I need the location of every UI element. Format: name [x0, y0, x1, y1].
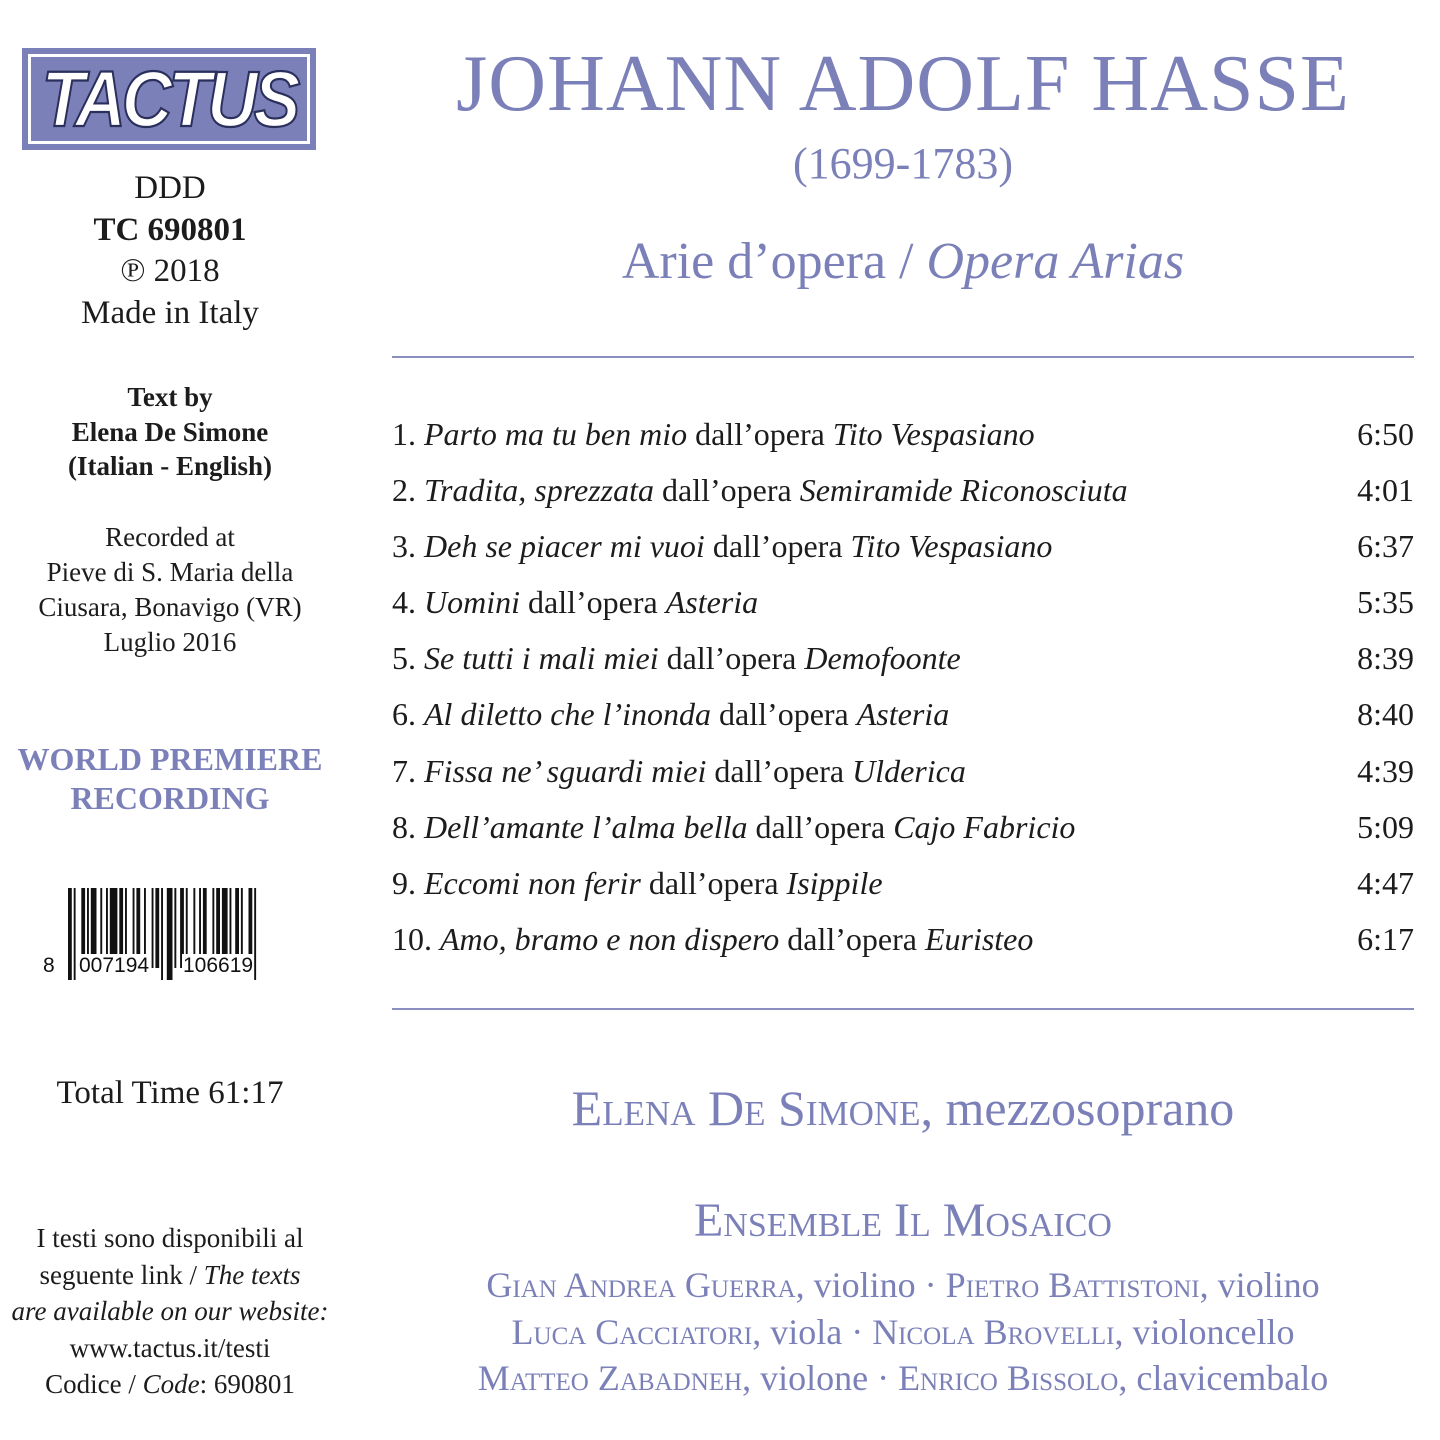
opera-title: Ulderica	[852, 752, 966, 789]
track-list	[392, 408, 1414, 969]
track-number: 8.	[392, 808, 424, 845]
players-line	[392, 1309, 1414, 1356]
from-opera-label: dall’opera	[687, 416, 833, 452]
composer-name: JOHANN ADOLF HASSE	[456, 40, 1350, 128]
player-instrument: , clavicembalo	[1118, 1358, 1329, 1398]
players-line	[392, 1355, 1414, 1402]
opera-title: Tito Vespasiano	[832, 416, 1035, 452]
recorded-venue: Pieve di S. Maria della	[46, 557, 294, 587]
barcode-digit-first: 8	[43, 954, 55, 977]
barcode-digits-right: 106619	[183, 954, 254, 977]
track-number: 1.	[392, 416, 424, 452]
aria-title: Amo, bramo e non dispero	[440, 920, 780, 957]
opera-title: Euristeo	[924, 920, 1034, 957]
track-row	[392, 408, 1414, 464]
premiere-line-2: RECORDING	[70, 780, 270, 816]
recording-info	[0, 520, 340, 660]
track-row	[392, 913, 1414, 969]
track-duration: 4:01	[1357, 472, 1414, 509]
catalog-info	[0, 168, 340, 334]
total-time: Total Time 61:17	[56, 1075, 284, 1111]
format-code: DDD	[134, 170, 206, 206]
track-duration: 5:35	[1357, 584, 1414, 621]
text-languages: (Italian - English)	[67, 451, 273, 481]
players-line	[392, 1262, 1414, 1309]
text-author: Elena De Simone	[71, 416, 269, 447]
website-link[interactable]: www.tactus.it/testi	[69, 1332, 271, 1363]
logo-text: TACTUS	[41, 55, 297, 143]
track-row	[392, 801, 1414, 857]
track-title	[392, 408, 1035, 464]
track-title	[392, 576, 758, 632]
player-instrument: , violino	[1199, 1265, 1320, 1305]
track-duration: 6:50	[1357, 416, 1414, 452]
opera-title: Semiramide Riconosciuta	[799, 472, 1128, 509]
player-instrument: , viola	[752, 1311, 843, 1352]
availability-line-2: seguente link / The texts	[39, 1259, 301, 1290]
aria-title: Fissa ne’ sguardi miei	[424, 752, 707, 789]
opera-title: Asteria	[665, 584, 759, 621]
track-number: 9.	[392, 864, 424, 901]
track-title	[392, 857, 883, 913]
phonogram-year: ℗ 2018	[120, 253, 220, 289]
from-opera-label: dall’opera	[658, 640, 805, 677]
from-opera-label: dall’opera	[640, 864, 787, 901]
players-list	[392, 1262, 1414, 1402]
availability-line-1: I testi sono disponibili al	[36, 1223, 304, 1253]
world-premiere-badge	[0, 740, 340, 818]
opera-title: Demofoonte	[804, 640, 961, 677]
player-name: Luca Cacciatori	[511, 1311, 753, 1352]
track-row	[392, 632, 1414, 688]
track-duration: 6:17	[1357, 920, 1414, 957]
aria-title: Parto ma tu ben mio	[424, 416, 688, 452]
track-number: 5.	[392, 640, 424, 677]
player-instrument: , violoncello	[1114, 1311, 1295, 1352]
track-number: 7.	[392, 752, 424, 789]
from-opera-label: dall’opera	[779, 920, 925, 957]
track-row	[392, 857, 1414, 913]
track-duration: 8:39	[1357, 640, 1414, 677]
player-name: Enrico Bissolo	[898, 1358, 1119, 1398]
singer-name: Elena De Simone	[571, 1080, 921, 1136]
from-opera-label: dall’opera	[653, 472, 800, 509]
track-number: 3.	[392, 528, 424, 565]
track-number: 6.	[392, 696, 424, 733]
tactus-logo	[22, 48, 316, 150]
separator: ·	[868, 1358, 899, 1398]
aria-title: Al diletto che l’inonda	[424, 696, 712, 733]
text-credits	[0, 380, 340, 484]
track-title	[392, 464, 1128, 520]
track-duration: 6:37	[1357, 528, 1414, 565]
track-number: 2.	[392, 472, 424, 509]
track-title	[392, 801, 1075, 857]
from-opera-label: dall’opera	[711, 696, 857, 733]
aria-title: Uomini	[424, 584, 520, 621]
barcode	[44, 888, 284, 988]
text-by-label: Text by	[127, 382, 213, 412]
album-subtitle: Arie d’opera / Opera Arias	[621, 233, 1185, 290]
track-number: 10.	[392, 920, 440, 957]
track-row	[392, 520, 1414, 576]
opera-title: Asteria	[856, 696, 950, 733]
composer-dates: (1699-1783)	[793, 139, 1013, 188]
from-opera-label: dall’opera	[747, 808, 894, 845]
track-number: 4.	[392, 584, 424, 621]
track-row	[392, 464, 1414, 520]
track-duration: 8:40	[1357, 696, 1414, 733]
track-title	[392, 632, 961, 688]
player-name: Nicola Brovelli	[872, 1311, 1115, 1352]
separator: ·	[915, 1265, 946, 1305]
track-duration: 5:09	[1357, 808, 1414, 845]
ensemble-name: Ensemble Il Mosaico	[693, 1194, 1112, 1247]
aria-title: Eccomi non ferir	[424, 864, 641, 901]
catalog-number: TC 690801	[93, 211, 247, 248]
from-opera-label: dall’opera	[704, 528, 851, 565]
track-duration: 4:39	[1357, 752, 1414, 789]
opera-title: Isippile	[786, 864, 883, 901]
barcode-digits-left: 007194	[79, 954, 150, 977]
singer-role: , mezzosoprano	[920, 1080, 1235, 1136]
separator: ·	[842, 1311, 873, 1352]
code-line: Codice / Code: 690801	[45, 1369, 295, 1399]
singer-credit	[392, 1078, 1414, 1138]
track-row	[392, 576, 1414, 632]
recorded-place: Ciusara, Bonavigo (VR)	[38, 592, 302, 622]
track-title	[392, 745, 966, 801]
availability-line-3: are available on our website:	[11, 1296, 329, 1326]
aria-title: Se tutti i mali miei	[424, 640, 659, 677]
track-row	[392, 688, 1414, 744]
from-opera-label: dall’opera	[706, 752, 853, 789]
divider-top	[392, 356, 1414, 358]
divider-bottom	[392, 1008, 1414, 1010]
track-title	[392, 913, 1033, 969]
track-duration: 4:47	[1357, 864, 1414, 901]
player-name: Matteo Zabadneh	[477, 1358, 743, 1398]
recorded-label: Recorded at	[105, 522, 235, 552]
player-name: Gian Andrea Guerra	[486, 1265, 796, 1305]
player-name: Pietro Battistoni	[945, 1265, 1200, 1305]
from-opera-label: dall’opera	[520, 584, 666, 621]
aria-title: Deh se piacer mi vuoi	[424, 528, 705, 565]
recorded-date: Luglio 2016	[103, 627, 237, 657]
origin: Made in Italy	[81, 294, 259, 331]
track-title	[392, 688, 949, 744]
availability-note	[0, 1220, 340, 1403]
opera-title: Tito Vespasiano	[850, 528, 1053, 565]
track-row	[392, 745, 1414, 801]
player-instrument: , violino	[795, 1265, 916, 1305]
aria-title: Dell’amante l’alma bella	[424, 808, 748, 845]
track-title	[392, 520, 1052, 576]
premiere-line-1: WORLD PREMIERE	[17, 741, 323, 777]
opera-title: Cajo Fabricio	[893, 808, 1076, 845]
player-instrument: , violone	[742, 1358, 869, 1398]
aria-title: Tradita, sprezzata	[424, 472, 654, 509]
